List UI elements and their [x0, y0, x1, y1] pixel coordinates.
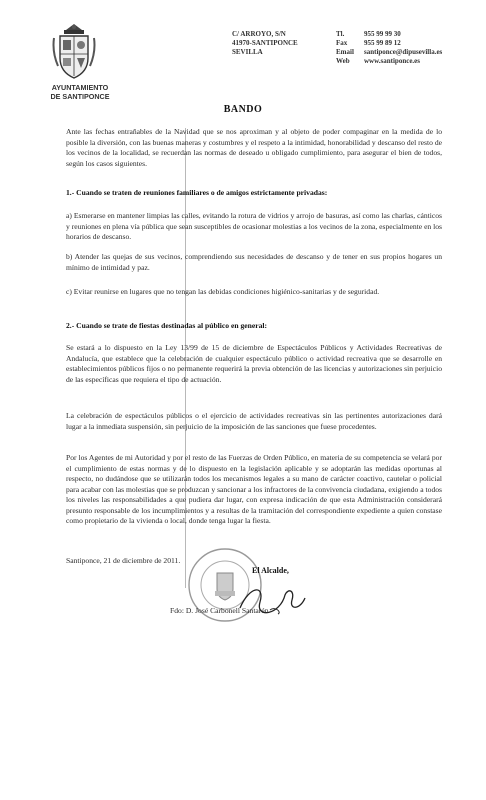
section-1-item-a: a) Esmerarse en mantener limpias las calles, evitando la rotura de vidrios y arrojo de basuras, así como las charlas, cánticos y reuniones en plena vía pública que sean susceptibles de ocasionar molestias a los vecinos de la zona, especialmente en los horarios de descanso.: [66, 211, 442, 241]
web-link[interactable]: www.santiponce.es: [364, 57, 421, 65]
coat-of-arms-logo: [52, 22, 96, 80]
contact-label: Web: [336, 57, 350, 65]
contact-block: [336, 30, 442, 66]
document-date: Santiponce, 21 de diciembre de 2011.: [66, 556, 181, 565]
contact-label: Tl.: [336, 30, 345, 38]
org-line-1: AYUNTAMIENTO: [51, 83, 109, 92]
contact-row: [336, 48, 442, 57]
org-line-2: DE SANTIPONCE: [50, 92, 110, 101]
section-1-item-b: b) Atender las quejas de sus vecinos, comprendiendo sus necesidades de descanso y de tener en sus propios hogares un mínimo de intimidad y paz.: [66, 252, 442, 272]
contact-row: [336, 39, 442, 48]
contact-value: 955 99 99 30: [364, 30, 401, 38]
section-2-paragraph-1: Se estará a lo dispuesto en la Ley 13/99 de 15 de diciembre de Espectáculos Públicos y Actividades Recreativas de Andalucía, que establece que la celebración de cualquier espectáculo público o actividad recreativa que se desarrolle en establecimientos públicos fijos o no permanente requerirá la previa obtención de las licencias y autorizaciones sin perjuicio de las específicas que requiera el tipo de actuación.: [66, 343, 442, 384]
contact-row: [336, 30, 442, 39]
contact-label: Email: [336, 48, 354, 56]
section-1-heading: 1.- Cuando se traten de reuniones familiares o de amigos estrictamente privadas:: [66, 188, 328, 197]
section-1-item-c: c) Evitar reunirse en lugares que no tengan las debidas condiciones higiénico-sanitarias y de seguridad.: [66, 287, 380, 296]
contact-label: Fax: [336, 39, 348, 47]
email-link[interactable]: santiponce@dipusevilla.es: [364, 48, 443, 56]
document-title: BANDO: [223, 104, 263, 115]
section-2-heading: 2.- Cuando se trate de fiestas destinadas al público en general:: [66, 321, 268, 330]
signer-title: El Alcalde,: [252, 566, 289, 575]
section-2-paragraph-2: La celebración de espectáculos públicos o el ejercicio de actividades recreativas sin las pertinentes autorizaciones dará lugar a la inmediata suspensión, sin perjuicio de la imposición de las sanciones que fuese procedentes.: [66, 411, 442, 431]
signer-name: Fdo: D. José Carbonell Santarén: [170, 606, 269, 615]
intro-paragraph: Ante las fechas entrañables de la Navidad que se nos aproximan y al objeto de poder compaginar en la medida de lo posible la diversión, con las buenas maneras y costumbres y el respeto a la intimidad, honorabilidad y descanso del resto de los vecinos de la localidad, se recuerdan las normas de deseado u obligado cumplimiento, para asegurar el bien de todos, según los casos siguientes.: [66, 127, 442, 168]
contact-row: [336, 57, 442, 66]
address-line: SEVILLA: [232, 48, 263, 56]
address-block: [232, 30, 298, 57]
address-line: 41970-SANTIPONCE: [232, 39, 298, 47]
contact-value: 955 99 89 12: [364, 39, 401, 47]
section-2-paragraph-3: Por los Agentes de mi Autoridad y por el resto de las Fuerzas de Orden Público, en materia de su competencia se velará por el cumplimiento de estas normas y de lo dispuesto en la legislación aplicable y se adoptarán las medidas oportunas al respecto, no dudándose que se utilizarán todos los mecanismos legales a su mano de carácter coactivo, cautelar o policial para acabar con las molestias que se produzcan y sancionar a los infractores de la convivencia ciudadana, exigiendo a todos los niveles las responsabilidades a que pudiera dar lugar, con expresa indicación de que esta Administración considerará presunto responsable de los incumplimientos y a resultas de la tramitación del correspondiente expediente a quien constase como propietario de la vivienda o local, donde tenga lugar la fiesta.: [66, 453, 442, 525]
address-line: C/ ARROYO, S/N: [232, 30, 286, 38]
municipality-name: [40, 83, 120, 101]
